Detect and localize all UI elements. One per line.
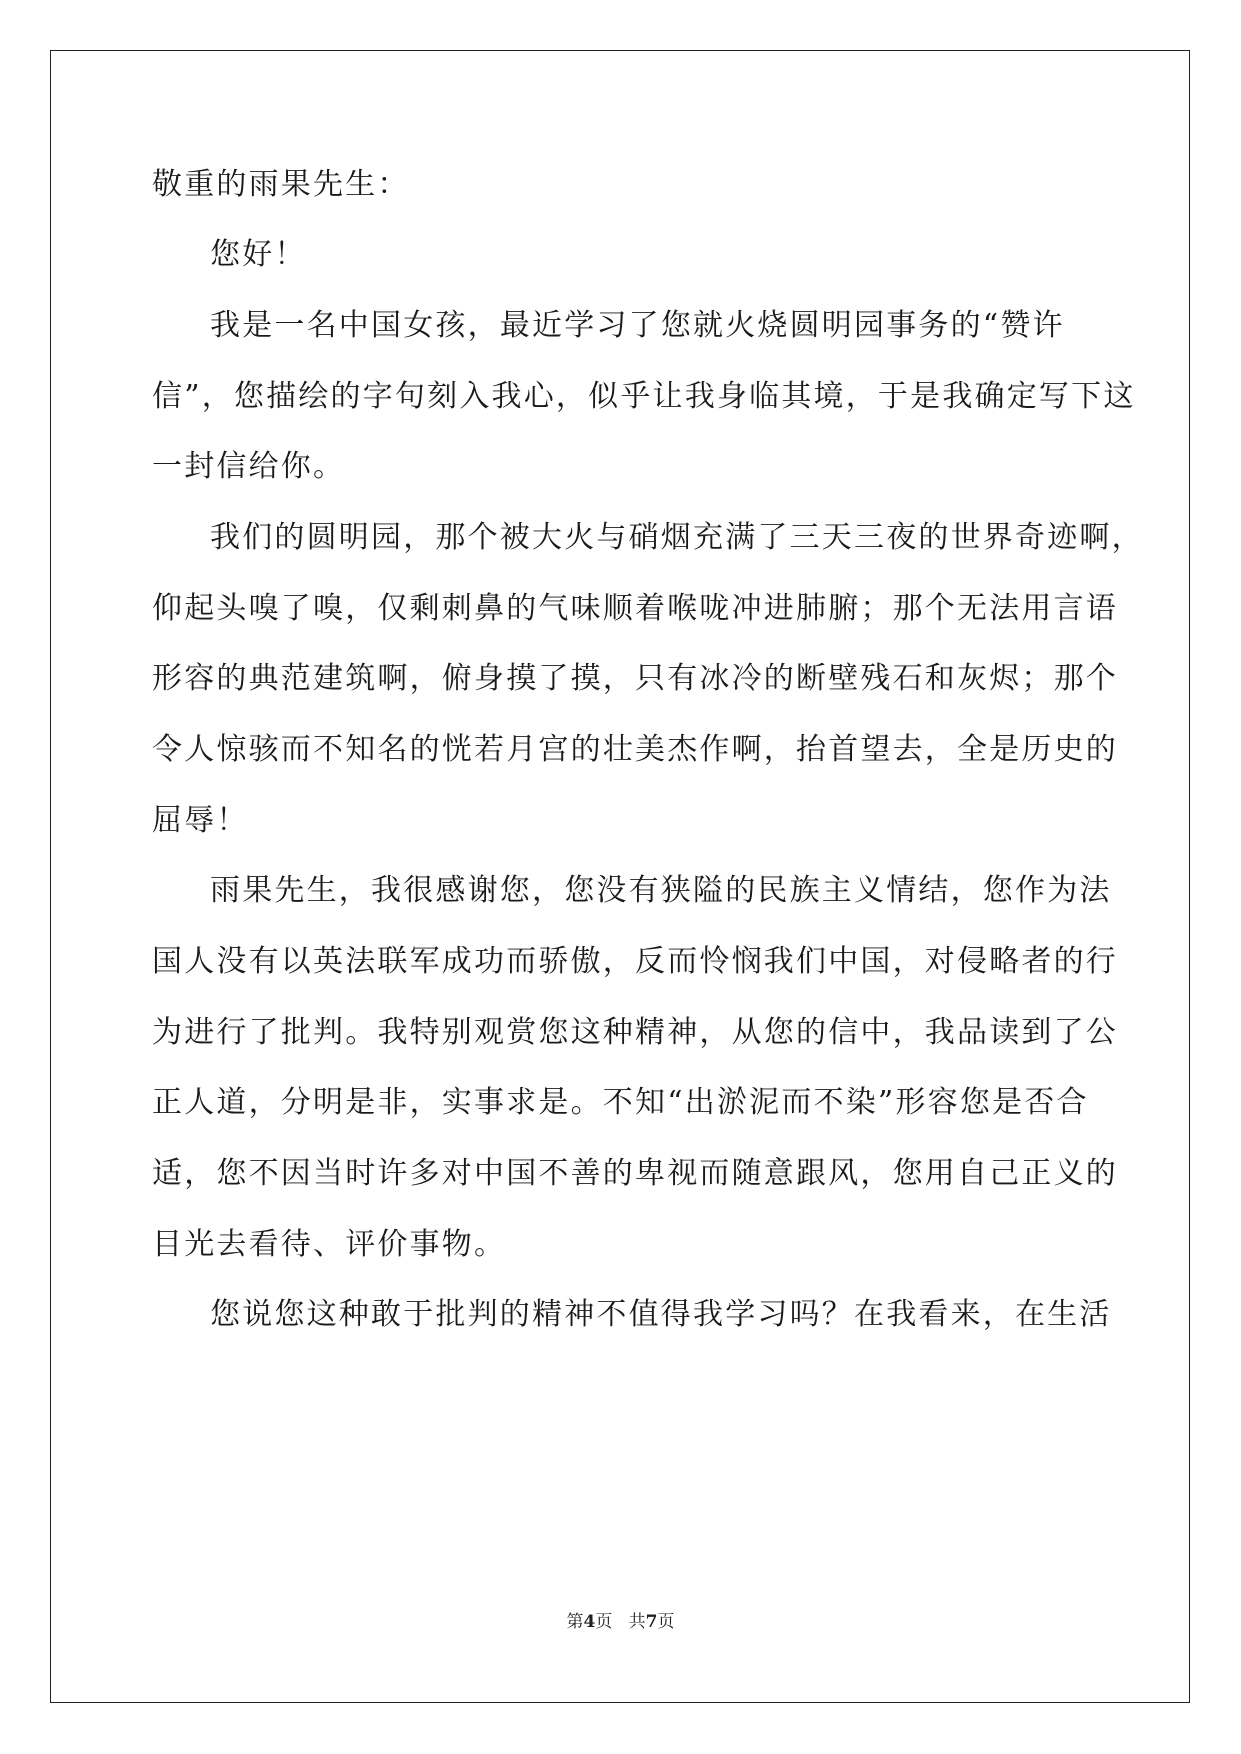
paragraph-3-line-5: 适，您不因当时许多对中国不善的卑视而随意跟风，您用自己正义的 [152,1156,1118,1191]
paragraph-4-line-1: 您说您这种敢于批判的精神不值得我学习吗？在我看来，在生活 [210,1297,1112,1332]
paragraph-3-line-4: 正人道，分明是非，实事求是。不知“出淤泥而不染”形容您是否合 [152,1085,1089,1120]
total-prefix: 共 [628,1612,646,1632]
paragraph-2-line-4: 令人惊骇而不知名的恍若月宫的壮美杰作啊，抬首望去，全是历史的 [152,732,1118,767]
paragraph-3-line-3: 为进行了批判。我特别观赏您这种精神，从您的信中，我品读到了公 [152,1015,1118,1050]
paragraph-3-line-2: 国人没有以英法联军成功而骄傲，反而怜悯我们中国，对侵略者的行 [152,944,1118,979]
page-footer [0,1610,1241,1634]
paragraph-3-line-1: 雨果先生，我很感谢您，您没有狭隘的民族主义情结，您作为法 [210,873,1112,908]
paragraph-1-line-1: 我是一名中国女孩，最近学习了您就火烧圆明园事务的“赞许 [210,308,1065,343]
paragraph-2-line-5: 屈辱！ [152,803,249,838]
paragraph-1-line-3: 一封信给你。 [152,449,346,484]
page-prefix: 第 [566,1612,584,1632]
salutation: 敬重的雨果先生： [152,167,410,202]
paragraph-2-line-2: 仰起头嗅了嗅，仅剩刺鼻的气味顺着喉咙冲进肺腑；那个无法用言语 [152,591,1118,626]
paragraph-1-line-2: 信”，您描绘的字句刻入我心，似乎让我身临其境，于是我确定写下这 [152,379,1136,414]
total-suffix: 页 [657,1612,675,1632]
greeting: 您好！ [210,237,307,272]
page-suffix: 页 [595,1612,613,1632]
page-number: 4 [583,1612,596,1632]
total-pages: 7 [645,1612,658,1632]
paragraph-2-line-1: 我们的圆明园，那个被大火与硝烟充满了三天三夜的世界奇迹啊， [210,520,1144,555]
paragraph-2-line-3: 形容的典范建筑啊，俯身摸了摸，只有冰冷的断壁残石和灰烬；那个 [152,661,1118,696]
paragraph-3-line-6: 目光去看待、评价事物。 [152,1227,507,1262]
